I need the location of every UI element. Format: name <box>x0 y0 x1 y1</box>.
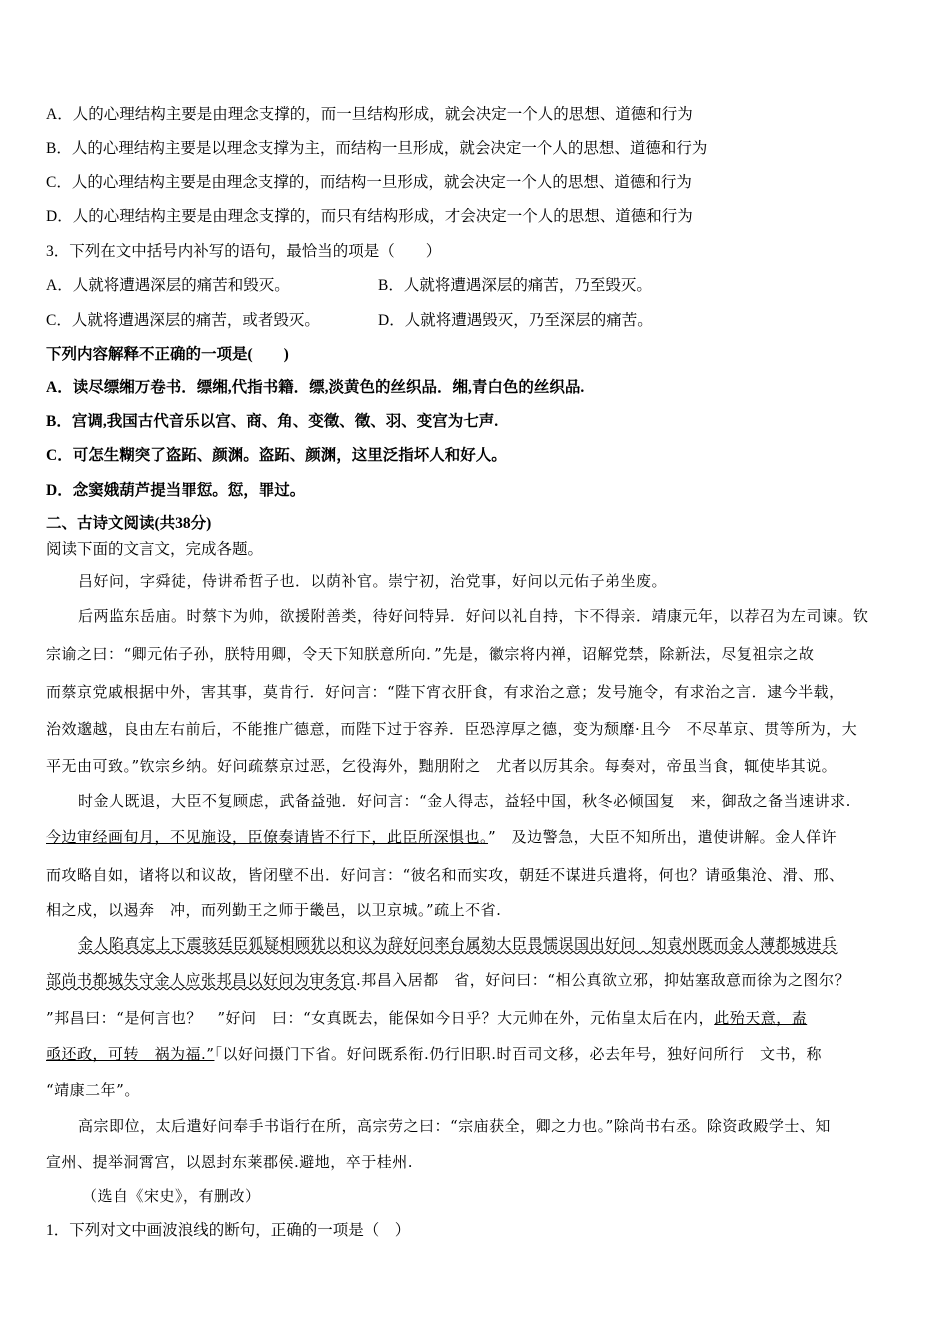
passage-p2-line2: 宗谕之曰：“卿元佑子孙，朕特用卿，令天下知朕意所向．”先是，徽宗将内禅，诏解党禁，除新法，尽复祖宗之故 <box>46 645 815 663</box>
passage-p2-line5: 平无由可致。”钦宗乡纳。好问疏蔡京过恶，乞役海外，黜朋附之 尤者以厉其余。每奏对，帝虽当食，辄使毕其说。 <box>46 757 838 775</box>
q4-option-b: B．宫调,我国古代音乐以宫、商、角、变徵、徵、羽、变宫为七声. <box>46 413 499 430</box>
passage-p4-line3-pre: ”邦昌曰：“是何言也？ ”好问 曰：“女真既去，能保如今日乎？大元帅在外，元佑皇太后在内， <box>46 1009 715 1027</box>
underlined-segment-1: 此殆天意，盍 <box>714 1009 808 1027</box>
q3-option-b: B．人就将遭遇深层的痛苦，乃至毁灭。 <box>378 277 652 294</box>
q3-option-d: D．人就将遭遇毁灭，乃至深层的痛苦。 <box>378 312 653 329</box>
passage-p4-line1: 金人陷真定上下震骇廷臣狐疑相顾犹以和议为辞好问率台属劾大臣畏懦误国出好问 知袁州既而金人薄都城进兵 <box>78 935 838 953</box>
passage-p3-line4: 相之戍，以遏奔 冲，而列勤王之师于畿邑，以卫京城。”疏上不省. <box>46 901 502 919</box>
passage-p5-line2: 宣州、提举洞霄宫，以恩封东莱郡侯.避地，卒于桂州. <box>46 1153 414 1171</box>
q3-option-a: A．人就将遭遇深层的痛苦和毁灭。 <box>46 277 290 294</box>
q3-option-c: C．人就将遭遇深层的痛苦，或者毁灭。 <box>46 312 320 329</box>
q1-stem: 1．下列对文中画波浪线的断句，正确的一项是（ ） <box>46 1222 411 1239</box>
q2-option-d: D．人的心理结构主要是由理念支撑的，而只有结构形成，才会决定一个人的思想、道德和行为 <box>46 208 693 225</box>
q4-stem: 下列内容解释不正确的一项是( ) <box>46 346 289 363</box>
passage-p1: 吕好问，字舜徒，侍讲希哲子也．以荫补官。崇宁初，治党事，好问以元佑子弟坐废。 <box>78 572 668 590</box>
passage-source: （选自《宋史》，有删改） <box>82 1187 261 1205</box>
passage-p3-line2 <box>46 826 837 847</box>
passage-p4-line3 <box>46 1007 807 1028</box>
passage-p4-line2-rest: .邦昌入居都 省，好问曰：“相公真欲立邪，抑姑塞敌意而徐为之图尔？ <box>356 971 850 989</box>
passage-p3-line3: 而攻略自如，诸将以和议故，皆闭壁不出．好问言：“彼名和而实攻，朝廷不谋进兵遣将，何也？请亟集沧、滑、邢、 <box>46 866 845 884</box>
q3-stem: 3．下列在文中括号内补写的语句，最恰当的项是（ ） <box>46 243 442 260</box>
q4-option-d: D．念窦娥葫芦提当罪愆。愆，罪过。 <box>46 482 306 499</box>
passage-p5-line1: 高宗即位，太后遣好问奉手书诣行在所，高宗劳之曰：“宗庙获全，卿之力也。”除尚书右丞。除资政殿学士、知 <box>78 1117 831 1135</box>
passage-p2-line4: 治效邈越，良由左右前后，不能推广德意，而陛下过于容养．臣恐淳厚之德，变为颓靡·且今 不尽革京、贯等所为，大 <box>46 720 858 738</box>
q4-option-a: A．读尽缥缃万卷书．缥缃,代指书籍．缥,淡黄色的丝织品．缃,青白色的丝织品. <box>46 379 585 396</box>
passage-p2-line3: 而蔡京党戚根据中外，害其事，莫肯行．好问言：“陛下宵衣肝食，有求治之意；发号施令，有求治之言．逮今半载， <box>46 683 845 701</box>
q2-option-a: A．人的心理结构主要是由理念支撑的，而一旦结构形成，就会决定一个人的思想、道德和行为 <box>46 106 693 123</box>
section-instruction: 阅读下面的文言文，完成各题。 <box>46 541 264 558</box>
passage-p4-line4-rest: 「以好问摄门下省。好问既系衔.仍行旧职.时百司文移，必去年号，独好问所行 文书，称 <box>214 1045 822 1063</box>
q2-option-c: C．人的心理结构主要是由理念支撑的，而结构一旦形成，就会决定一个人的思想、道德和行为 <box>46 174 692 191</box>
underlined-sentence: 今边审经画旬月，不见施设，臣僚奏请皆不行下，此臣所深惧也。 <box>46 828 489 846</box>
passage-p4-line4 <box>46 1043 822 1064</box>
passage-p4-line2 <box>46 969 850 990</box>
passage-p4-line5: “靖康二年”。 <box>46 1081 140 1099</box>
passage-p3-line1: 时金人既退，大臣不复顾虑，武备益弛．好问言：“金人得志，益轻中国，秋冬必倾国复 来，御敌之备当速讲求. <box>78 792 851 810</box>
section-title: 二、古诗文阅读(共38分) <box>46 515 212 532</box>
q4-option-c: C．可怎生糊突了盗跖、颜渊。盗跖、颜渊，这里泛指坏人和好人。 <box>46 447 507 464</box>
underlined-segment-2: 亟还政，可转 祸为福.” <box>46 1045 215 1063</box>
wavy-underlined-segment: 部尚书都城失守金人应张邦昌以好问为审务官 <box>46 971 357 989</box>
passage-p3-line2-rest: ” 及边警急，大臣不知所出，遣使讲解。金人佯许 <box>488 828 838 846</box>
q2-option-b: B．人的心理结构主要是以理念支撑为主，而结构一旦形成，就会决定一个人的思想、道德和行为 <box>46 140 708 157</box>
passage-p2-line1: 后两监东岳庙。时蔡卞为帅，欲援附善类，待好问特异．好问以礼自持，卞不得亲．靖康元年，以荐召为左司谏。钦 <box>78 607 869 625</box>
